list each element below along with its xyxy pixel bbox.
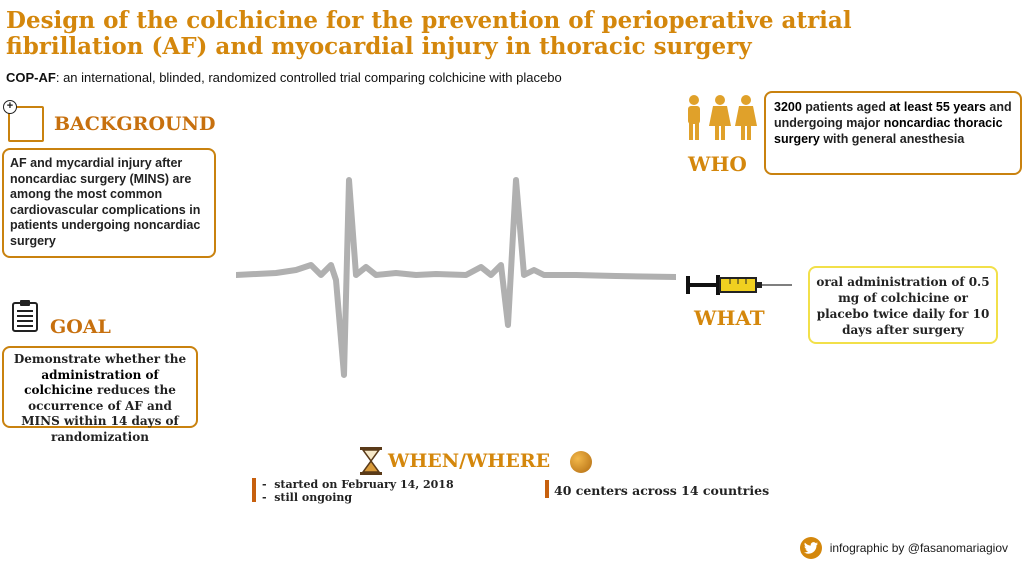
syringe-icon <box>686 272 798 298</box>
subtitle-description: : an international, blinded, randomized controlled trial comparing colchicine with placebo <box>55 70 562 85</box>
globe-icon <box>570 451 592 473</box>
footer-credit-text: infographic by @fasanomariagiov <box>829 541 1008 555</box>
goal-text-highlight: administration of colchicine <box>24 367 159 397</box>
goal-text: reduces the occurrence of AF and MINS within 14 days of randomization <box>21 383 179 444</box>
goal-heading: GOAL <box>50 316 111 338</box>
who-text-highlight: 3200 <box>774 100 802 114</box>
background-heading: BACKGROUND <box>54 113 216 135</box>
who-text-highlight: noncardiac thoracic surgery <box>774 116 1003 146</box>
background-text: in patients undergoing <box>10 202 201 232</box>
footer-credit <box>800 537 1008 559</box>
goal-box <box>2 346 198 444</box>
who-heading: WHO <box>688 152 747 176</box>
when-item-start: started on February 14, 2018 <box>274 478 454 491</box>
when-list <box>262 478 454 504</box>
hourglass-icon <box>360 447 382 475</box>
who-text: and undergoing major <box>774 100 1012 130</box>
people-icon <box>682 94 758 142</box>
background-text-highlight: noncardiac surgery <box>10 218 201 248</box>
what-box <box>808 266 998 344</box>
ecg-waveform <box>236 175 676 380</box>
clipboard-icon <box>12 300 38 332</box>
who-text: patients aged <box>801 100 890 114</box>
where-text: 40 centers across 14 countries <box>554 483 770 498</box>
background-box <box>2 148 216 258</box>
when-item: - started on February 14, 2018 <box>262 478 454 491</box>
background-text-highlight: most common cardiovascular complications <box>10 187 186 217</box>
who-text-highlight: at least 55 years <box>889 100 986 114</box>
who-box <box>764 91 1022 175</box>
goal-text: Demonstrate whether the <box>13 352 187 366</box>
what-text: oral administration of 0.5 mg of colchicine or placebo twice daily for 10 days after surgery <box>816 275 990 337</box>
who-text: with general anesthesia <box>819 132 965 146</box>
page-title: Design of the colchicine for the prevention of perioperative atrial fibrillation (AF) and myocardial injury in thoracic surgery <box>6 7 852 60</box>
what-heading: WHAT <box>694 306 765 330</box>
plus-circle-icon: + <box>3 100 17 114</box>
subtitle-trial-name: COP-AF <box>6 70 56 85</box>
when-item-status: still ongoing <box>274 491 353 504</box>
when-where-heading: WHEN/WHERE <box>388 450 551 472</box>
twitter-icon <box>800 537 822 559</box>
where-bar <box>545 480 549 498</box>
background-text: AF and mycardial injury after noncardiac surgery (MINS) are among the <box>10 156 192 201</box>
page-subtitle <box>6 70 562 85</box>
when-bar <box>252 478 256 502</box>
when-item: - still ongoing <box>262 491 353 504</box>
